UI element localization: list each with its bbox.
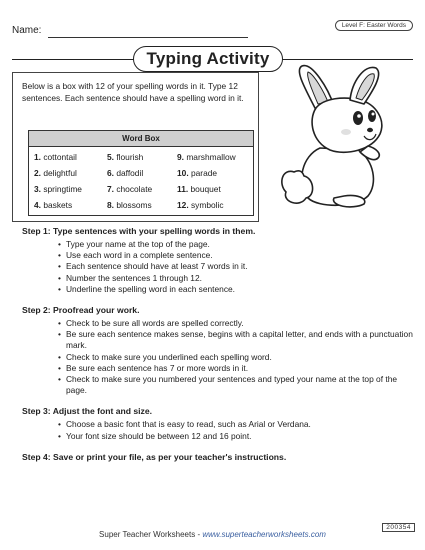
- word-box-header: Word Box: [29, 131, 253, 147]
- word-item: 1. cottontail: [34, 152, 77, 162]
- level-badge: Level F: Easter Words: [335, 20, 413, 31]
- step-1: [22, 226, 417, 295]
- word-grid: [29, 147, 253, 217]
- word-item: 11. bouquet: [177, 184, 221, 194]
- step-heading: Step 4: Save or print your file, as per your teacher's instructions.: [22, 451, 287, 462]
- word-item: 3. springtime: [34, 184, 82, 194]
- word-item: 8. blossoms: [107, 200, 152, 210]
- step-4: [22, 452, 417, 463]
- step-item: • Use each word in a complete sentence.: [22, 250, 417, 261]
- step-item: • Your font size should be between 12 and 16 point.: [22, 431, 417, 442]
- bunny-icon: [272, 60, 407, 210]
- name-label: Name:: [12, 25, 42, 36]
- name-line: [48, 37, 248, 38]
- step-item: • Choose a basic font that is easy to read, such as Arial or Verdana.: [22, 419, 417, 430]
- footer: [0, 530, 425, 539]
- step-3: [22, 406, 417, 441]
- step-item: • Check to make sure you numbered your sentences and typed your name at the top of the page.: [22, 374, 417, 396]
- word-item: 4. baskets: [34, 200, 73, 210]
- step-2: [22, 305, 417, 396]
- step-list: [22, 318, 417, 396]
- step-list: [22, 239, 417, 295]
- step-heading: Step 1: Type sentences with your spelling words in them.: [22, 226, 256, 236]
- step-item: • Number the sentences 1 through 12.: [22, 273, 417, 284]
- step-item: • Be sure each sentence makes sense, begins with a capital letter, and ends with a punctuation mark.: [22, 329, 417, 351]
- footer-brand: Super Teacher Worksheets -: [99, 530, 203, 539]
- step-heading: Step 2: Proofread your work.: [22, 305, 140, 316]
- word-item: 12. symbolic: [177, 200, 224, 210]
- word-item: 10. parade: [177, 168, 218, 178]
- word-item: 5. flourish: [107, 152, 144, 162]
- steps-section: [22, 226, 417, 463]
- word-item: 9. marshmallow: [177, 152, 236, 162]
- step-item: • Check to be sure all words are spelled correctly.: [22, 318, 417, 329]
- intro-text: Below is a box with 12 of your spelling words in it. Type 12 sentences. Each sentence should have a spelling word in it.: [22, 81, 244, 103]
- step-item: • Each sentence should have at least 7 words in it.: [22, 261, 417, 272]
- word-item: 6. daffodil: [107, 168, 144, 178]
- step-item: • Type your name at the top of the page.: [22, 239, 417, 250]
- step-list: [22, 419, 417, 441]
- step-item: • Underline the spelling word in each sentence.: [22, 284, 417, 295]
- step-item: • Check to make sure you underlined each spelling word.: [22, 352, 417, 363]
- step-heading: Step 3: Adjust the font and size.: [22, 406, 153, 417]
- step-item: • Be sure each sentence has 7 or more words in it.: [22, 363, 417, 374]
- footer-site-link[interactable]: www.superteacherworksheets.com: [202, 530, 326, 539]
- word-box: [28, 130, 254, 216]
- word-item: 2. delightful: [34, 168, 77, 178]
- page-title: Typing Activity: [133, 46, 283, 72]
- word-item: 7. chocolate: [107, 184, 153, 194]
- document-code: 200354: [382, 523, 415, 532]
